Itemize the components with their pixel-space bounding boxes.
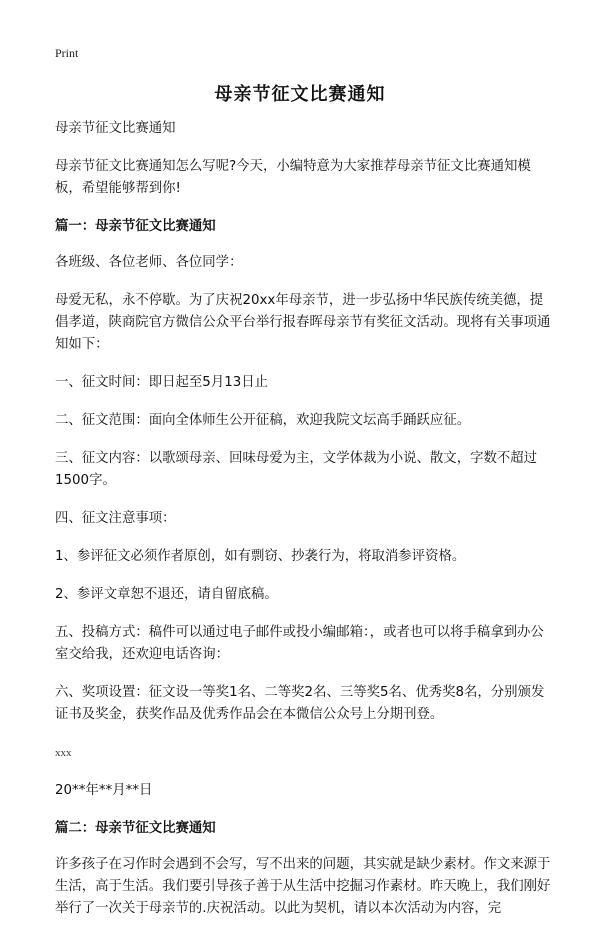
paragraph: 六、奖项设置：征文设一等奖1名、二等奖2名、三等奖5名、优秀奖8名，分别颁发证书及奖金，获奖作品及优秀作品会在本微信公众号上分期刊登。	[55, 685, 545, 722]
paragraph: 各班级、各位老师、各位同学：	[55, 255, 243, 270]
section-heading: 篇一：母亲节征文比赛通知	[55, 219, 216, 234]
date-line: 20**年**月**日	[55, 783, 153, 798]
paragraph: 二、征文范围：面向全体师生公开征稿，欢迎我院文坛高手踊跃应征。	[55, 413, 471, 428]
paragraph: 四、征文注意事项：	[55, 511, 176, 526]
signature-name: xxx	[55, 747, 72, 759]
paragraph: 母亲节征文比赛通知	[55, 121, 176, 136]
paragraph: 1、参评征文必须作者原创，如有剽窃、抄袭行为，将取消参评资格。	[55, 549, 466, 564]
paragraph: 许多孩子在习作时会遇到不会写，写不出来的问题，其实就是缺少素材。作文来源于生活，高于生活。我们要引导孩子善于从生活中挖掘习作素材。昨天晚上，我们刚好举行了一次关于母亲节的.庆祝活动。以此为契机，请以本次活动为内容，完	[55, 857, 551, 916]
document-title: 母亲节征文比赛通知	[214, 84, 386, 105]
paragraph: 一、征文时间：即日起至5月13日止	[55, 375, 269, 390]
document-body	[55, 118, 555, 936]
print-link[interactable]: Print	[55, 46, 79, 60]
section-heading: 篇二：母亲节征文比赛通知	[55, 821, 216, 836]
paragraph: 母爱无私，永不停歇。为了庆祝20xx年母亲节，进一步弘扬中华民族传统美德，提倡孝道，陕商院官方微信公众平台举行报春晖母亲节有奖征文活动。现将有关事项通知如下：	[55, 293, 551, 352]
paragraph: 母亲节征文比赛通知怎么写呢?今天，小编特意为大家推荐母亲节征文比赛通知模板，希望能够帮到你!	[55, 159, 531, 196]
paragraph: 三、征文内容：以歌颂母亲、回味母爱为主，文学体裁为小说、散文，字数不超过1500字。	[55, 451, 538, 488]
paragraph: 五、投稿方式：稿件可以通过电子邮件或投小编邮箱：，或者也可以将手稿拿到办公室交给我，还欢迎电话咨询：	[55, 625, 544, 662]
paragraph: 2、参评文章恕不退还，请自留底稿。	[55, 587, 278, 602]
